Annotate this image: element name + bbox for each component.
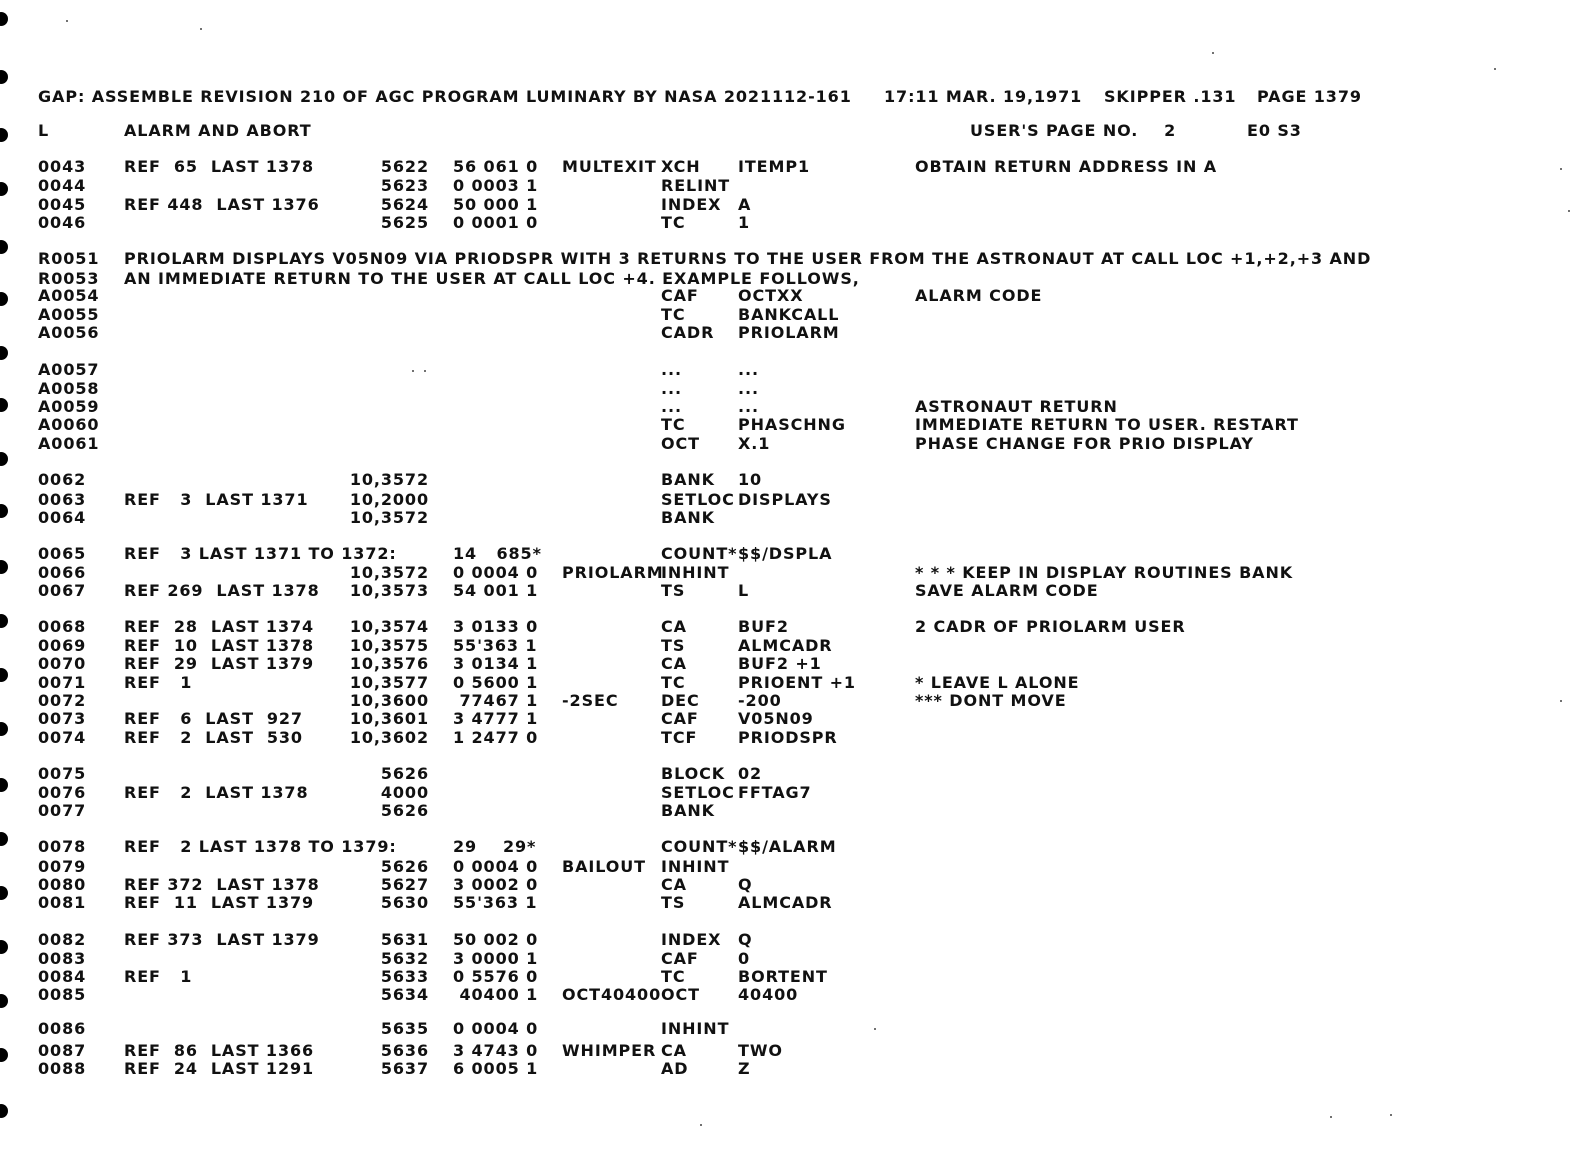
- row-op: INDEX: [661, 195, 722, 214]
- row-line: A0054: [38, 286, 100, 305]
- row-operand: $$/DSPLA: [738, 544, 833, 563]
- row-ref: REF 1: [124, 967, 193, 986]
- row-operand: 0: [738, 949, 751, 968]
- row-line: 0066: [38, 563, 87, 582]
- row-word: 6 0005 1: [453, 1059, 539, 1078]
- row-text: AN IMMEDIATE RETURN TO THE USER AT CALL LOC +4. EXAMPLE FOLLOWS,: [124, 269, 860, 288]
- row-ref: REF 86 LAST 1366: [124, 1041, 315, 1060]
- row-op: CAF: [661, 949, 699, 968]
- row-ref: REF 1: [124, 673, 193, 692]
- row-line: 0062: [38, 470, 87, 489]
- row-operand: BORTENT: [738, 967, 828, 986]
- row-operand: A: [738, 195, 752, 214]
- row-line: 0079: [38, 857, 87, 876]
- row-operand: 10: [738, 470, 763, 489]
- row-label: MULTEXIT: [562, 157, 657, 176]
- row-op: BANK: [661, 508, 715, 527]
- scan-speck: [1390, 1114, 1392, 1116]
- row-operand: ALMCADR: [738, 893, 833, 912]
- row-op: CADR: [661, 323, 715, 342]
- row-op: ...: [661, 360, 682, 379]
- row-comment: SAVE ALARM CODE: [915, 581, 1099, 600]
- row-operand: PRIOLARM: [738, 323, 840, 342]
- row-op: INHINT: [661, 857, 730, 876]
- binder-hole: [0, 994, 8, 1008]
- binder-hole: [0, 560, 8, 574]
- row-op: DEC: [661, 691, 700, 710]
- row-line: 0063: [38, 490, 87, 509]
- row-line: 0073: [38, 709, 87, 728]
- row-addr: 5636: [380, 1041, 429, 1060]
- row-op: SETLOC: [661, 490, 735, 509]
- row-op: TS: [661, 636, 686, 655]
- binder-hole: [0, 398, 8, 412]
- row-line: A0060: [38, 415, 100, 434]
- row-comment: *** DONT MOVE: [915, 691, 1067, 710]
- row-line: A0059: [38, 397, 100, 416]
- row-ref: REF 269 LAST 1378: [124, 581, 320, 600]
- row-addr: 5632: [380, 949, 429, 968]
- row-line: 0078: [38, 837, 87, 856]
- binder-hole: [0, 778, 8, 792]
- row-addr: 10,2000: [349, 490, 429, 509]
- row-op: CA: [661, 654, 687, 673]
- row-op: RELINT: [661, 176, 731, 195]
- row-line: 0075: [38, 764, 87, 783]
- row-op: CAF: [661, 709, 699, 728]
- row-line: 0071: [38, 673, 87, 692]
- row-op: TCF: [661, 728, 698, 747]
- row-addr: 10,3572: [349, 470, 429, 489]
- row-addr: 5626: [380, 857, 429, 876]
- binder-hole: [0, 1048, 8, 1062]
- row-ref: REF 6 LAST 927: [124, 709, 303, 728]
- row-word: 77467 1: [453, 691, 539, 710]
- row-comment: ALARM CODE: [915, 286, 1043, 305]
- row-op: CA: [661, 1041, 687, 1060]
- scan-speck: [874, 1028, 876, 1030]
- row-ref: REF 372 LAST 1378: [124, 875, 320, 894]
- row-word: 55'363 1: [453, 636, 538, 655]
- row-line: 0087: [38, 1041, 87, 1060]
- row-line: 0088: [38, 1059, 87, 1078]
- row-ref: REF 11 LAST 1379: [124, 893, 315, 912]
- binder-hole: [0, 886, 8, 900]
- row-label: BAILOUT: [562, 857, 646, 876]
- row-addr: 10,3600: [349, 691, 429, 710]
- row-operand: TWO: [738, 1041, 783, 1060]
- row-op: XCH: [661, 157, 701, 176]
- row-op: CAF: [661, 286, 699, 305]
- row-label: PRIOLARM: [562, 563, 664, 582]
- row-line: 0085: [38, 985, 87, 1004]
- header-title: GAP: ASSEMBLE REVISION 210 OF AGC PROGRAM LUMINARY BY NASA 2021112-161: [38, 87, 852, 106]
- scan-speck: [200, 28, 202, 30]
- row-operand: Q: [738, 875, 753, 894]
- row-label: WHIMPER: [562, 1041, 657, 1060]
- row-line: A0056: [38, 323, 100, 342]
- row-operand: ...: [738, 379, 759, 398]
- row-op: INHINT: [661, 563, 730, 582]
- row-line: 0076: [38, 783, 87, 802]
- binder-hole: [0, 292, 8, 306]
- row-line: 0080: [38, 875, 87, 894]
- row-word: 3 0000 1: [453, 949, 539, 968]
- binder-hole: [0, 182, 8, 196]
- row-addr: 5637: [380, 1059, 429, 1078]
- binder-hole: [0, 1104, 8, 1118]
- row-ref: REF 2 LAST 1378: [124, 783, 309, 802]
- row-addr: 5631: [380, 930, 429, 949]
- row-ref: REF 24 LAST 1291: [124, 1059, 315, 1078]
- row-word: 3 4743 0: [453, 1041, 539, 1060]
- binder-hole: [0, 452, 8, 466]
- row-operand: 1: [738, 213, 751, 232]
- scan-speck: [412, 370, 414, 372]
- row-addr: 10,3575: [349, 636, 429, 655]
- row-word: 14 685*: [453, 544, 542, 563]
- row-operand: X.1: [738, 434, 771, 453]
- row-word: 54 001 1: [453, 581, 539, 600]
- row-line: 0083: [38, 949, 87, 968]
- row-operand: PRIOENT +1: [738, 673, 856, 692]
- row-line: 0067: [38, 581, 87, 600]
- binder-hole: [0, 240, 8, 254]
- row-op: ...: [661, 397, 682, 416]
- row-addr: 10,3577: [349, 673, 429, 692]
- row-operand: 40400: [738, 985, 799, 1004]
- binder-hole: [0, 614, 8, 628]
- row-addr: 5626: [380, 801, 429, 820]
- row-operand: OCTXX: [738, 286, 804, 305]
- row-line: A0061: [38, 434, 100, 453]
- row-addr: 10,3601: [349, 709, 429, 728]
- row-addr: 5624: [380, 195, 429, 214]
- row-line: R0053: [38, 269, 100, 288]
- row-comment: * LEAVE L ALONE: [915, 673, 1080, 692]
- row-addr: 5634: [380, 985, 429, 1004]
- row-word: 0 0004 0: [453, 563, 539, 582]
- row-word: 56 061 0: [453, 157, 539, 176]
- row-op: CA: [661, 617, 687, 636]
- row-line: 0043: [38, 157, 87, 176]
- binder-hole: [0, 128, 8, 142]
- row-addr: 4000: [380, 783, 429, 802]
- row-line: 0072: [38, 691, 87, 710]
- row-op: TC: [661, 967, 686, 986]
- row-word: 29 29*: [453, 837, 537, 856]
- row-op: COUNT*: [661, 837, 738, 856]
- row-op: TC: [661, 673, 686, 692]
- scan-speck: [424, 370, 426, 372]
- row-text: PRIOLARM DISPLAYS V05N09 VIA PRIODSPR WITH 3 RETURNS TO THE USER FROM THE ASTRONAUT AT CALL LOC +1,+2,+3 AND: [124, 249, 1372, 268]
- row-op: ...: [661, 379, 682, 398]
- row-ref: REF 3 LAST 1371: [124, 490, 309, 509]
- row-line: 0086: [38, 1019, 87, 1038]
- row-word: 0 0003 1: [453, 176, 539, 195]
- row-ref: REF 3 LAST 1371 TO 1372:: [124, 544, 397, 563]
- row-word: 0 5600 1: [453, 673, 539, 692]
- row-word: 0 0004 0: [453, 1019, 539, 1038]
- row-op: BANK: [661, 801, 715, 820]
- row-op: TC: [661, 213, 686, 232]
- row-word: 55'363 1: [453, 893, 538, 912]
- row-addr: 10,3572: [349, 508, 429, 527]
- binder-hole: [0, 940, 8, 954]
- row-comment: * * * KEEP IN DISPLAY ROUTINES BANK: [915, 563, 1294, 582]
- row-operand: $$/ALARM: [738, 837, 837, 856]
- row-operand: ...: [738, 397, 759, 416]
- row-addr: 10,3573: [349, 581, 429, 600]
- row-line: 0081: [38, 893, 87, 912]
- row-operand: 02: [738, 764, 763, 783]
- row-addr: 5633: [380, 967, 429, 986]
- row-addr: 5622: [380, 157, 429, 176]
- row-addr: 10,3576: [349, 654, 429, 673]
- scan-speck: [1494, 68, 1496, 70]
- scan-speck: [66, 20, 68, 22]
- row-op: BLOCK: [661, 764, 726, 783]
- header-timestamp: 17:11 MAR. 19,1971: [884, 87, 1083, 106]
- row-addr: 5627: [380, 875, 429, 894]
- row-addr: 5626: [380, 764, 429, 783]
- row-line: 0070: [38, 654, 87, 673]
- row-operand: ...: [738, 360, 759, 379]
- row-word: 3 4777 1: [453, 709, 539, 728]
- subheader-marker: L: [38, 121, 50, 140]
- section-title: ALARM AND ABORT: [124, 121, 312, 140]
- row-line: 0082: [38, 930, 87, 949]
- row-operand: BANKCALL: [738, 305, 840, 324]
- binder-hole: [0, 346, 8, 360]
- header-page-number: PAGE 1379: [1257, 87, 1362, 106]
- row-addr: 10,3602: [349, 728, 429, 747]
- row-line: R0051: [38, 249, 100, 268]
- row-addr: 5623: [380, 176, 429, 195]
- row-word: 0 5576 0: [453, 967, 539, 986]
- row-operand: BUF2 +1: [738, 654, 822, 673]
- row-comment: IMMEDIATE RETURN TO USER. RESTART: [915, 415, 1299, 434]
- row-line: 0084: [38, 967, 87, 986]
- binder-hole: [0, 722, 8, 736]
- row-op: INHINT: [661, 1019, 730, 1038]
- row-operand: L: [738, 581, 750, 600]
- row-word: 1 2477 0: [453, 728, 539, 747]
- row-ref: REF 10 LAST 1378: [124, 636, 315, 655]
- row-op: SETLOC: [661, 783, 735, 802]
- row-ref: REF 29 LAST 1379: [124, 654, 315, 673]
- row-ref: REF 448 LAST 1376: [124, 195, 320, 214]
- row-operand: PRIODSPR: [738, 728, 838, 747]
- row-addr: 10,3574: [349, 617, 429, 636]
- row-op: BANK: [661, 470, 715, 489]
- row-ref: REF 2 LAST 1378 TO 1379:: [124, 837, 397, 856]
- row-comment: PHASE CHANGE FOR PRIO DISPLAY: [915, 434, 1254, 453]
- row-operand: FFTAG7: [738, 783, 812, 802]
- row-comment: 2 CADR OF PRIOLARM USER: [915, 617, 1186, 636]
- row-operand: DISPLAYS: [738, 490, 832, 509]
- binder-hole: [0, 668, 8, 682]
- row-line: 0045: [38, 195, 87, 214]
- row-op: COUNT*: [661, 544, 738, 563]
- row-line: 0046: [38, 213, 87, 232]
- row-line: A0055: [38, 305, 100, 324]
- row-line: 0077: [38, 801, 87, 820]
- binder-hole: [0, 12, 8, 26]
- row-word: 40400 1: [453, 985, 539, 1004]
- row-ref: REF 65 LAST 1378: [124, 157, 315, 176]
- row-line: 0068: [38, 617, 87, 636]
- row-operand: Q: [738, 930, 753, 949]
- row-op: TC: [661, 415, 686, 434]
- row-line: A0057: [38, 360, 100, 379]
- row-addr: 5635: [380, 1019, 429, 1038]
- row-ref: REF 373 LAST 1379: [124, 930, 320, 949]
- row-addr: 5625: [380, 213, 429, 232]
- row-operand: Z: [738, 1059, 751, 1078]
- row-ref: REF 28 LAST 1374: [124, 617, 315, 636]
- scan-speck: [1560, 700, 1562, 702]
- scan-speck: [1560, 168, 1562, 170]
- row-comment: ASTRONAUT RETURN: [915, 397, 1118, 416]
- row-line: 0044: [38, 176, 87, 195]
- row-word: 0 0001 0: [453, 213, 539, 232]
- row-comment: OBTAIN RETURN ADDRESS IN A: [915, 157, 1217, 176]
- scan-speck: [1568, 210, 1570, 212]
- row-operand: -200: [738, 691, 782, 710]
- row-op: INDEX: [661, 930, 722, 949]
- row-word: 3 0134 1: [453, 654, 539, 673]
- row-line: 0065: [38, 544, 87, 563]
- row-operand: BUF2: [738, 617, 789, 636]
- row-ref: REF 2 LAST 530: [124, 728, 303, 747]
- scan-speck: [1212, 52, 1214, 54]
- row-word: 50 002 0: [453, 930, 539, 949]
- binder-hole: [0, 70, 8, 84]
- row-operand: ITEMP1: [738, 157, 810, 176]
- row-word: 3 0002 0: [453, 875, 539, 894]
- row-operand: V05N09: [738, 709, 814, 728]
- row-word: 3 0133 0: [453, 617, 539, 636]
- row-addr: 10,3572: [349, 563, 429, 582]
- row-op: TC: [661, 305, 686, 324]
- row-label: OCT40400: [562, 985, 662, 1004]
- row-line: 0064: [38, 508, 87, 527]
- row-addr: 5630: [380, 893, 429, 912]
- scan-speck: [1330, 1116, 1332, 1118]
- row-op: AD: [661, 1059, 689, 1078]
- row-line: 0069: [38, 636, 87, 655]
- row-op: TS: [661, 581, 686, 600]
- row-op: TS: [661, 893, 686, 912]
- row-operand: PHASCHNG: [738, 415, 846, 434]
- row-operand: ALMCADR: [738, 636, 833, 655]
- subheader-code: E0 S3: [1247, 121, 1302, 140]
- header-skipper: SKIPPER .131: [1104, 87, 1237, 106]
- row-op: OCT: [661, 985, 700, 1004]
- row-word: 0 0004 0: [453, 857, 539, 876]
- row-label: -2SEC: [562, 691, 619, 710]
- binder-hole: [0, 832, 8, 846]
- row-word: 50 000 1: [453, 195, 539, 214]
- users-page-number: USER'S PAGE NO. 2: [970, 121, 1177, 140]
- row-line: 0074: [38, 728, 87, 747]
- row-op: CA: [661, 875, 687, 894]
- scan-speck: [700, 1124, 702, 1126]
- row-line: A0058: [38, 379, 100, 398]
- binder-hole: [0, 504, 8, 518]
- row-op: OCT: [661, 434, 700, 453]
